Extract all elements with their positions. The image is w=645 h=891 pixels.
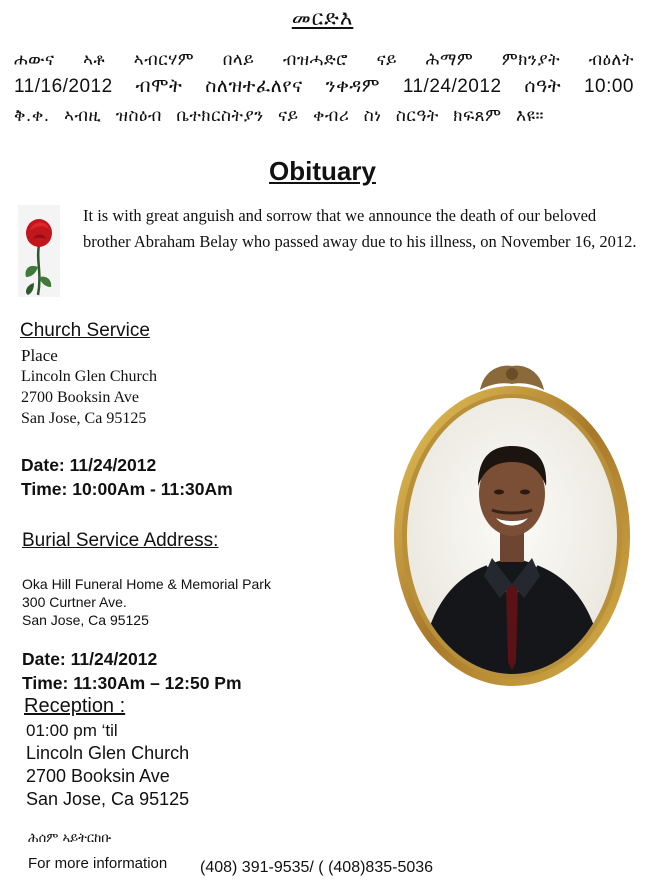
- burial-time: Time: 11:30Am – 12:50 Pm: [22, 673, 242, 693]
- reception-time: 01:00 pm ‘til: [26, 721, 118, 740]
- church-time: Time: 10:00Am - 11:30Am: [21, 479, 233, 499]
- reception-title: Reception :: [24, 695, 126, 717]
- church-service-title: Church Service: [20, 320, 150, 341]
- portrait-photo-frame: [388, 362, 636, 688]
- burial-street: 300 Curtner Ave.: [22, 594, 127, 610]
- amharic-announcement-line-2: 11/16/2012 ብሞት ስለዝተፈለየና ንቀዳም 11/24/2012 ሰዓት 10:00: [14, 76, 634, 97]
- church-place-label: Place: [21, 346, 58, 365]
- amharic-announcement-line-3: ቅ.ቀ. ኣብዚ ዝስዕብ ቤተክርስትያን ናይ ቀብሪ ስነ ስርዓት ክፍጸም እዩ።: [14, 106, 544, 126]
- obituary-intro-text: It is with great anguish and sorrow that we announce the death of our beloved brother Abraham Belay who passed away due to his illness, on November 16, 2012.: [83, 206, 637, 251]
- church-city: San Jose, Ca 95125: [21, 410, 147, 427]
- footer-amharic-note: ሕሰም ኣይትርከቡ: [28, 831, 112, 846]
- church-street: 2700 Booksin Ave: [21, 389, 139, 406]
- church-name: Lincoln Glen Church: [21, 368, 157, 385]
- amharic-title: መርድእ: [291, 6, 354, 30]
- reception-city: San Jose, Ca 95125: [26, 789, 190, 809]
- footer-info-label: For more information: [28, 855, 168, 872]
- reception-street: 2700 Booksin Ave: [26, 766, 170, 786]
- burial-place-name: Oka Hill Funeral Home & Memorial Park: [22, 576, 271, 592]
- church-date: Date: 11/24/2012: [21, 455, 157, 475]
- reception-place-name: Lincoln Glen Church: [26, 743, 190, 763]
- burial-service-title: Burial Service Address:: [22, 530, 219, 551]
- obituary-heading: Obituary: [269, 156, 376, 186]
- footer-phone-numbers: (408) 391-9535/ ( (408)835-5036: [200, 859, 434, 876]
- amharic-announcement-line-1: ሐውና ኣቶ ኣብርሃም በላይ ብዝሓድሮ ናይ ሕማም ምክንያት ብዕለት: [14, 50, 634, 70]
- burial-city: San Jose, Ca 95125: [22, 612, 149, 628]
- rose-image: [18, 205, 60, 297]
- burial-date: Date: 11/24/2012: [22, 649, 158, 669]
